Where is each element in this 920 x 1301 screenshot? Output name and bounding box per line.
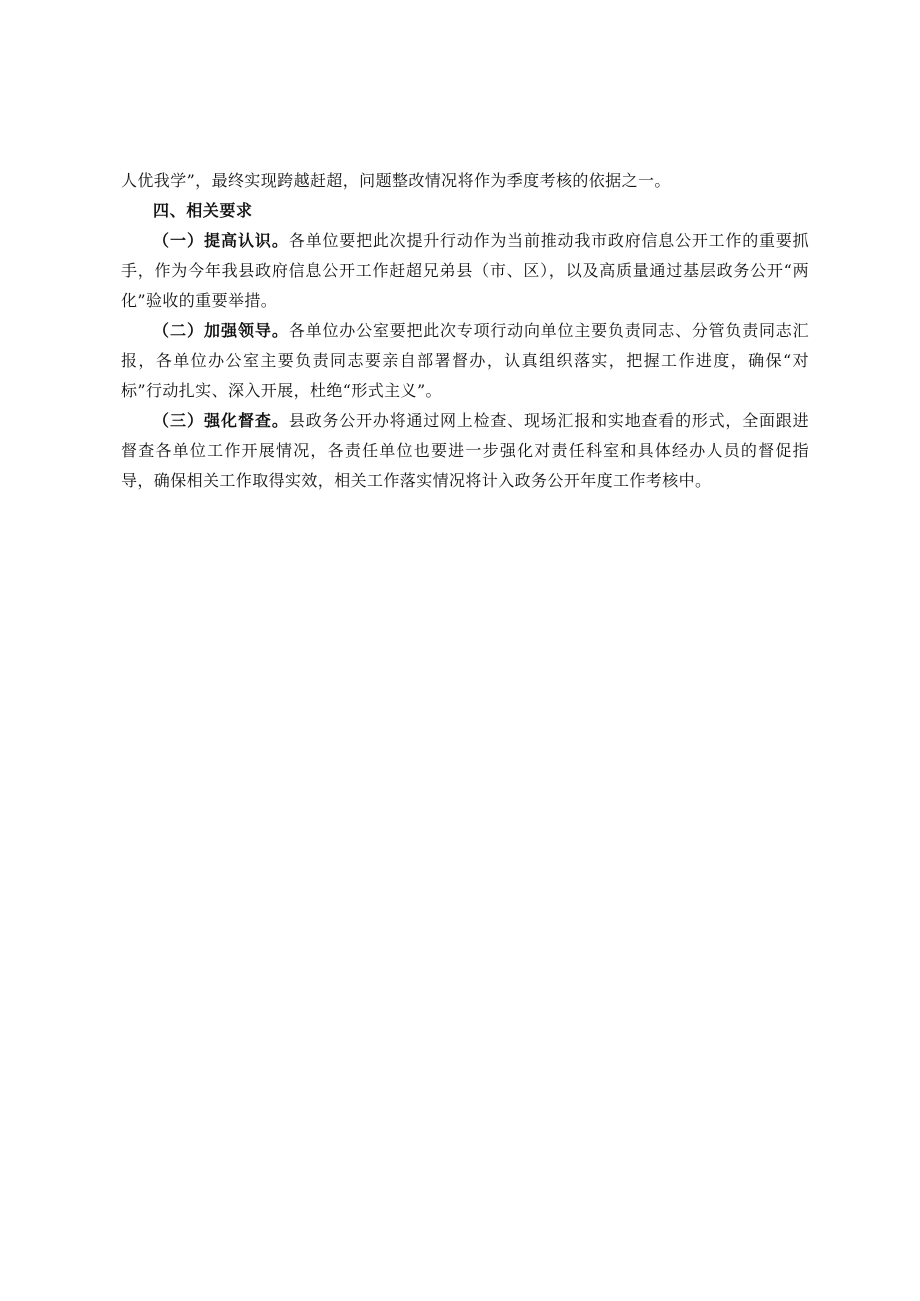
- requirement-item-1: [121, 226, 809, 316]
- continued-paragraph: 人优我学”，最终实现跨越赶超，问题整改情况将作为季度考核的依据之一。: [121, 171, 671, 190]
- requirement-item-2-lead: （二）加强领导。: [153, 321, 289, 340]
- requirement-item-3-lead: （三）强化督查。: [153, 411, 289, 430]
- requirement-item-1-body: 各单位要把此次提升行动作为当前推动我市政府信息公开工作的重要抓手，作为今年我县政府信息公开工作赶超兄弟县（市、区），以及高质量通过基层政务公开“两化”验收的重要举措。: [121, 231, 809, 310]
- requirement-item-2-body: 各单位办公室要把此次专项行动向单位主要负责同志、分管负责同志汇报，各单位办公室主要负责同志要亲自部署督办，认真组织落实，把握工作进度，确保“对标”行动扎实、深入开展，杜绝“形式主义”。: [121, 321, 809, 400]
- requirement-item-2: [121, 316, 809, 406]
- requirement-item-1-lead: （一）提高认识。: [153, 231, 289, 250]
- document-body: [121, 166, 809, 496]
- requirement-item-3-body: 县政务公开办将通过网上检查、现场汇报和实地查看的形式，全面跟进督查各单位工作开展情况，各责任单位也要进一步强化对责任科室和具体经办人员的督促指导，确保相关工作取得实效，相关工作落实情况将计入政务公开年度工作考核中。: [121, 411, 809, 490]
- requirement-item-3: [121, 406, 809, 496]
- section-heading: 四、相关要求: [153, 201, 253, 220]
